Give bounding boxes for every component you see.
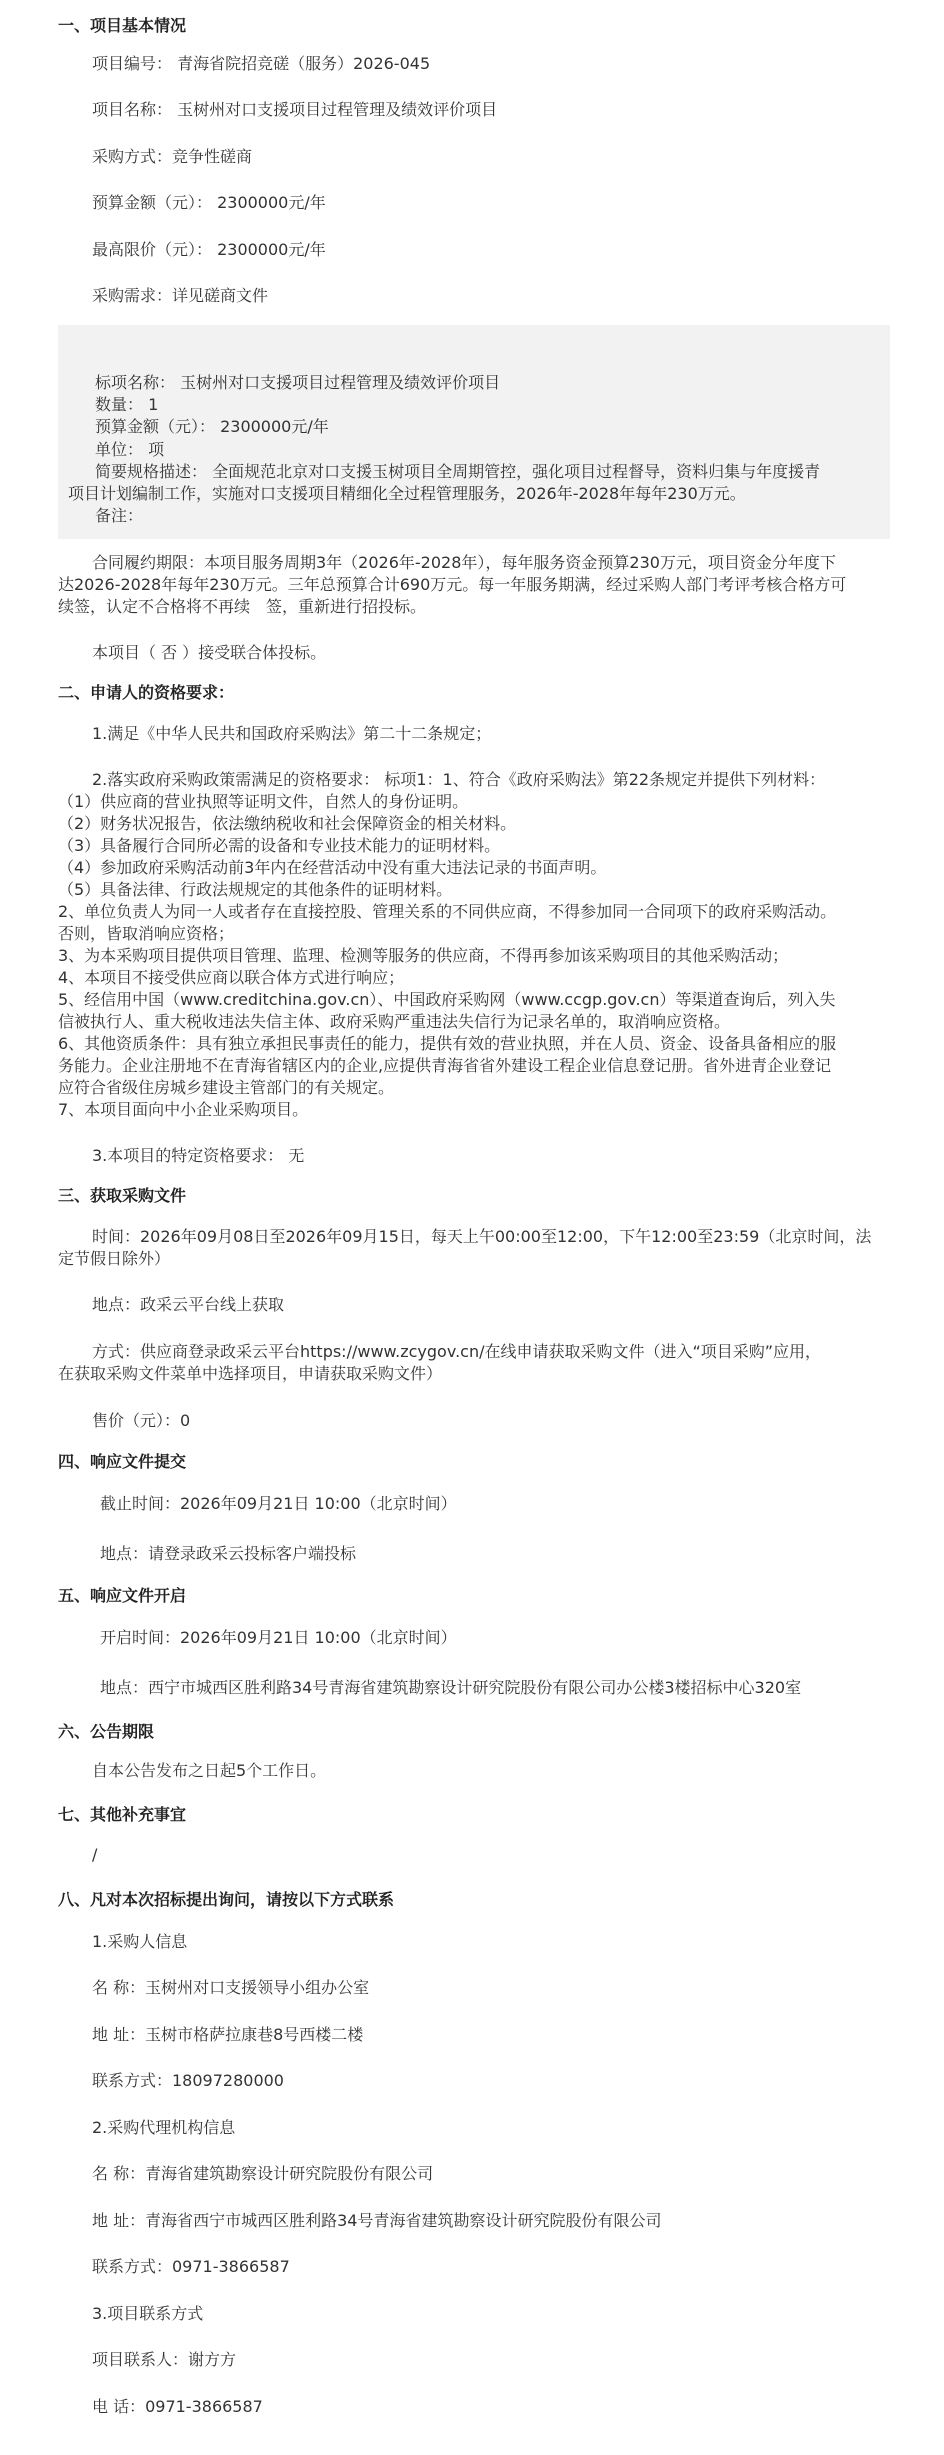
supplementary-text: / — [92, 1845, 98, 1864]
obtain-time-line1: 时间：2026年09月08日至2026年09月15日，每天上午00:00至12:00，下午12:00至23:59（北京时间，法 — [92, 1227, 872, 1246]
req-item-4: （4）参加政府采购活动前3年内在经营活动中没有重大违法记录的书面声明。 — [58, 858, 607, 877]
req-item-10: 6、其他资质条件：具有独立承担民事责任的能力，提供有效的营业执照，并在人员、资金、设备具备相应的服 — [58, 1034, 837, 1053]
qualification-req-2: 2.落实政府采购政策需满足的资格要求： 标项1：1、符合《政府采购法》第22条规定并提供下列材料： — [92, 770, 826, 789]
section-title-qualifications: 二、申请人的资格要求： — [58, 683, 235, 702]
agent-info-title: 2.采购代理机构信息 — [92, 2118, 236, 2137]
obtain-method-line1: 方式：供应商登录政采云平台https://www.zcygov.cn/在线申请获取采购文件（进入“项目采购”应用， — [92, 1342, 822, 1361]
qualification-req-3: 3.本项目的特定资格要求： 无 — [92, 1146, 305, 1165]
agent-name: 名 称：青海省建筑勘察设计研究院股份有限公司 — [92, 2164, 434, 2183]
procurement-method: 采购方式：竞争性磋商 — [92, 147, 253, 166]
lot-quantity: 数量： 1 — [95, 395, 159, 414]
project-contact-phone: 电 话：0971-3866587 — [92, 2397, 263, 2416]
opening-time: 开启时间：2026年09月21日 10:00（北京时间） — [100, 1628, 457, 1647]
joint-bid-note: 本项目（ 否 ）接受联合体投标。 — [92, 643, 327, 662]
section-title-contact: 八、凡对本次招标提出询问，请按以下方式联系 — [58, 1890, 395, 1909]
section-title-obtain-docs: 三、获取采购文件 — [58, 1186, 187, 1205]
project-contact-person: 项目联系人：谢方方 — [92, 2350, 237, 2369]
lot-note: 备注： — [95, 506, 144, 525]
lot-name: 标项名称： 玉树州对口支援项目过程管理及绩效评价项目 — [95, 373, 501, 392]
lot-spec-line1: 简要规格描述： 全面规范北京对口支援玉树项目全周期管控，强化项目过程督导，资料归集与年度援青 — [95, 462, 821, 481]
agent-phone: 联系方式：0971-3866587 — [92, 2257, 290, 2276]
req-item-5: （5）具备法律、行政法规规定的其他条件的证明材料。 — [58, 880, 453, 899]
notice-period-text: 自本公告发布之日起5个工作日。 — [92, 1761, 327, 1780]
contract-period-line1: 合同履约期限：本项目服务周期3年（2026年-2028年），每年服务资金预算230万元，项目资金分年度下 — [92, 553, 836, 572]
obtain-method-line2: 在获取采购文件菜单中选择项目，申请获取采购文件） — [58, 1364, 443, 1383]
req-item-9-cont: 信被执行人、重大税收违法失信主体、政府采购严重违法失信行为记录名单的，取消响应资格。 — [58, 1012, 731, 1031]
section-title-supplementary: 七、其他补充事宜 — [58, 1805, 187, 1824]
req-item-11: 7、本项目面向中小企业采购项目。 — [58, 1100, 309, 1119]
lot-budget: 预算金额（元）： 2300000元/年 — [95, 417, 329, 436]
submission-place: 地点：请登录政采云投标客户端投标 — [100, 1544, 357, 1563]
req-item-3: （3）具备履行合同所必需的设备和专业技术能力的证明材料。 — [58, 836, 501, 855]
budget-amount: 预算金额（元）： 2300000元/年 — [92, 193, 326, 212]
lot-spec-line2: 项目计划编制工作，实施对口支援项目精细化全过程管理服务，2026年-2028年每年230万元。 — [68, 484, 746, 503]
section-title-notice-period: 六、公告期限 — [58, 1722, 155, 1741]
project-number: 项目编号： 青海省院招竞磋（服务）2026-045 — [92, 54, 431, 73]
req-item-10-cont: 务能力。企业注册地不在青海省辖区内的企业,应提供青海省省外建设工程企业信息登记册。省外进青企业登记 — [58, 1056, 832, 1075]
lot-unit: 单位： 项 — [95, 440, 165, 459]
buyer-name: 名 称：玉树州对口支援领导小组办公室 — [92, 1978, 370, 1997]
req-item-10-cont2: 应符合省级住房城乡建设主管部门的有关规定。 — [58, 1078, 395, 1097]
obtain-time-line2: 定节假日除外） — [58, 1249, 171, 1268]
buyer-phone: 联系方式：18097280000 — [92, 2071, 284, 2090]
document-price: 售价（元）：0 — [92, 1411, 191, 1430]
buyer-address: 地 址：玉树市格萨拉康巷8号西楼二楼 — [92, 2025, 364, 2044]
req-item-6: 2、单位负责人为同一人或者存在直接控股、管理关系的不同供应商，不得参加同一合同项下的政府采购活动。 — [58, 902, 837, 921]
req-item-6-cont: 否则，皆取消响应资格； — [58, 924, 235, 943]
submission-deadline: 截止时间：2026年09月21日 10:00（北京时间） — [100, 1494, 457, 1513]
req-item-8: 4、本项目不接受供应商以联合体方式进行响应； — [58, 968, 405, 987]
opening-place: 地点：西宁市城西区胜利路34号青海省建筑勘察设计研究院股份有限公司办公楼3楼招标中心320室 — [100, 1678, 802, 1697]
procurement-demand: 采购需求：详见磋商文件 — [92, 286, 269, 305]
req-item-7: 3、为本采购项目提供项目管理、监理、检测等服务的供应商，不得再参加该采购项目的其他采购活动； — [58, 946, 789, 965]
obtain-place: 地点：政采云平台线上获取 — [92, 1295, 285, 1314]
section-title-submission: 四、响应文件提交 — [58, 1452, 187, 1471]
project-name: 项目名称： 玉树州对口支援项目过程管理及绩效评价项目 — [92, 100, 498, 119]
project-contact-title: 3.项目联系方式 — [92, 2304, 204, 2323]
req-item-2: （2）财务状况报告，依法缴纳税收和社会保障资金的相关材料。 — [58, 814, 517, 833]
buyer-info-title: 1.采购人信息 — [92, 1932, 188, 1951]
contract-period-line3: 续签，认定不合格将不再续 签，重新进行招投标。 — [58, 597, 427, 616]
contract-period-line2: 达2026-2028年每年230万元。三年总预算合计690万元。每一年服务期满，经过采购人部门考评考核合格方可 — [58, 575, 847, 594]
section-title-opening: 五、响应文件开启 — [58, 1586, 187, 1605]
req-item-9: 5、经信用中国（www.creditchina.gov.cn）、中国政府采购网（www.ccgp.gov.cn）等渠道查询后，列入失 — [58, 990, 836, 1009]
max-price: 最高限价（元）： 2300000元/年 — [92, 240, 326, 259]
section-title-basic-info: 一、项目基本情况 — [58, 16, 187, 35]
qualification-req-1: 1.满足《中华人民共和国政府采购法》第二十二条规定； — [92, 724, 492, 743]
req-item-1: （1）供应商的营业执照等证明文件，自然人的身份证明。 — [58, 792, 469, 811]
agent-address: 地 址：青海省西宁市城西区胜利路34号青海省建筑勘察设计研究院股份有限公司 — [92, 2211, 662, 2230]
